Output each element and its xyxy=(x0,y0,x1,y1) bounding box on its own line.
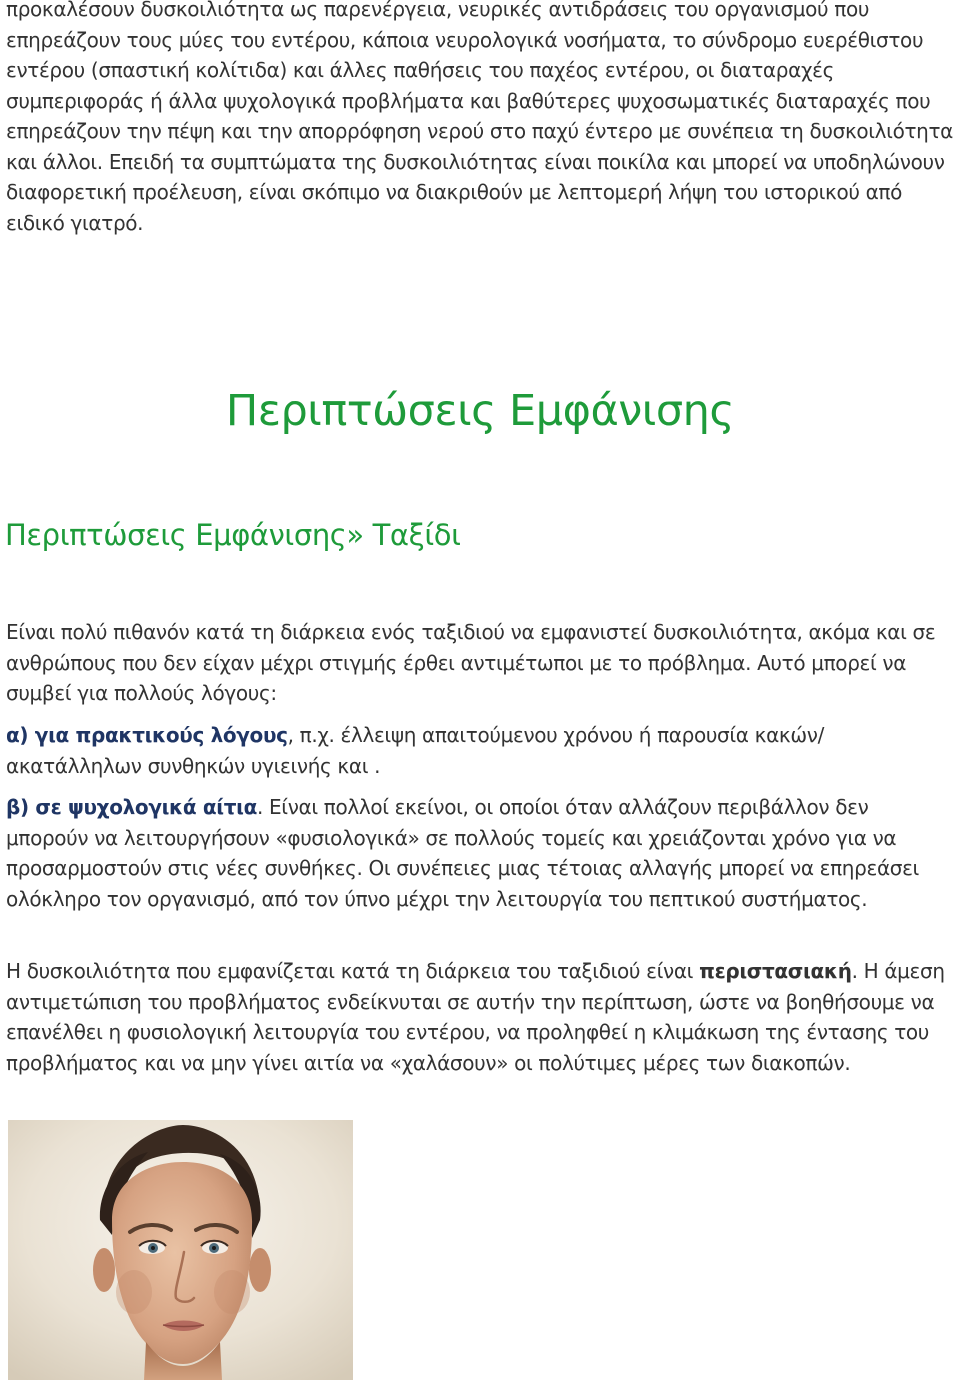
psychological-reasons-paragraph xyxy=(6,792,956,914)
situational-text-after: . Η άμεση αντιμετώπιση του προβλήματος ενδείκνυται σε αυτήν την περίπτωση, ώστε να βοηθήσουμε να επανέλθει η φυσιολογική λειτουργία του εντέρου, να προληφθεί η κλιμάκωση της έντασης του προβλήματος και να μην γίνει αιτία να «χαλάσουν» οι πολύτιμες μέρες των διακοπών. xyxy=(6,959,945,1075)
practical-reasons-paragraph xyxy=(6,720,956,781)
portrait-illustration xyxy=(8,1120,353,1380)
psychological-reasons-label: β) σε ψυχολογικά αίτια xyxy=(6,795,257,819)
section-title: Περιπτώσεις Εμφάνισης xyxy=(225,386,735,436)
psychological-reasons-text: . Είναι πολλοί εκείνοι, οι οποίοι όταν αλλάζουν περιβάλλον δεν μπορούν να λειτουργήσουν «φυσιολογικά» σε πολλούς τομείς και χρειάζονται χρόνο για να προσαρμοστούν στις νέες συνθήκες. Οι συνέπειες μιας τέτοιας αλλαγής μπορεί να επηρεάσει ολόκληρο τον οργανισμό, από τον ύπνο μέχρι την λειτουργία του πεπτικού συστήματος. xyxy=(6,795,919,911)
travel-paragraph: Είναι πολύ πιθανόν κατά τη διάρκεια ενός ταξιδιού να εμφανιστεί δυσκοιλιότητα, ακόμα και σε ανθρώπους που δεν είχαν μέχρι στιγμής έρθει αντιμέτωποι με το πρόβλημα. Αυτό μπορεί να συμβεί για πολλούς λόγους: xyxy=(6,620,936,705)
situational-paragraph xyxy=(6,956,956,1078)
woman-portrait-image xyxy=(8,1120,353,1380)
situational-bold-word: περιστασιακή xyxy=(699,959,852,983)
practical-reasons-text: , π.χ. έλλειψη απαιτούμενου χρόνου ή παρουσία κακών/ακατάλληλων συνθηκών υγιεινής και . xyxy=(6,723,824,778)
section-subtitle: Περιπτώσεις Εμφάνισης» Ταξίδι xyxy=(5,518,461,552)
intro-paragraph: προκαλέσουν δυσκοιλιότητα ως παρενέργεια, νευρικές αντιδράσεις του οργανισμού που επηρεάζουν τους μύες του εντέρου, κάποια νευρολογικά νοσήματα, το σύνδρομο ευερέθιστου εντέρου (σπαστική κολίτιδα) και άλλες παθήσεις του παχέος εντέρου, οι διαταραχές συμπεριφοράς ή άλλα ψυχολογικά προβλήματα και βαθύτερες ψυχοσωματικές διαταραχές που επηρεάζουν την πέψη και την απορρόφηση νερού στο παχύ έντερο με συνέπεια τη δυσκοιλιότητα και άλλοι. Επειδή τα συμπτώματα της δυσκοιλιότητας είναι ποικίλα και μπορεί να υποδηλώνουν διαφορετική προέλευση, είναι σκόπιμο να διακριθούν με λεπτομερή λήψη του ιστορικού από ειδικό γιατρό. xyxy=(6,0,954,235)
situational-text-before: Η δυσκοιλιότητα που εμφανίζεται κατά τη διάρκεια του ταξιδιού είναι xyxy=(6,959,700,983)
practical-reasons-label: α) για πρακτικούς λόγους xyxy=(6,723,288,747)
